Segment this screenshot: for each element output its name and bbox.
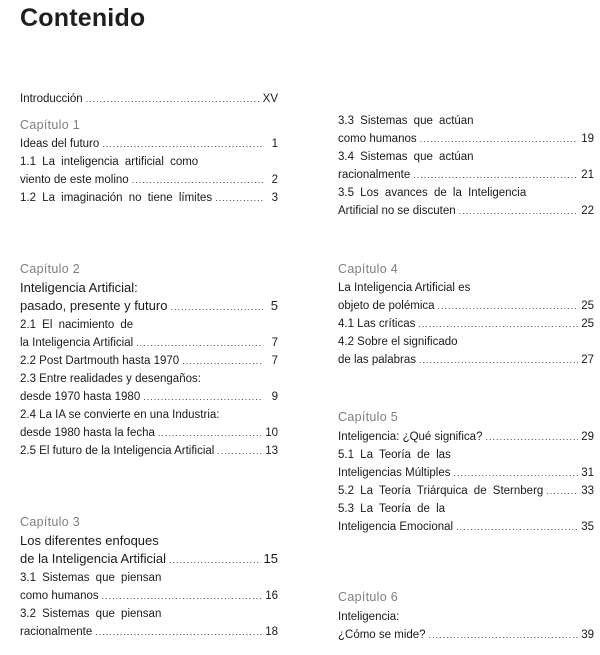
toc-entry-page: 5 xyxy=(270,298,278,313)
dot-leader xyxy=(454,466,579,480)
toc-entry[interactable] xyxy=(20,354,278,368)
toc-entry-label: 2.2 Post Dartmouth hasta 1970 xyxy=(20,355,180,367)
toc-entry[interactable] xyxy=(338,430,594,444)
dot-leader xyxy=(95,625,262,639)
toc-entry-page: 2 xyxy=(271,174,278,186)
dot-leader xyxy=(459,204,579,218)
toc-entry[interactable] xyxy=(338,353,594,367)
toc-entry-label: 3.4 Sistemas que actúan xyxy=(338,151,474,163)
chapter-heading: Capítulo 1 xyxy=(20,118,80,132)
toc-entry-label: 2.3 Entre realidades y desengaños: xyxy=(20,373,201,385)
chapter-title: pasado, presente y futuro xyxy=(20,298,168,313)
toc-entry-label: 5.2 La Teoría Triárquica de Sternberg xyxy=(338,485,544,497)
dot-leader xyxy=(182,354,263,368)
toc-entry-label: racionalmente xyxy=(338,169,411,181)
dot-leader xyxy=(102,589,263,603)
toc-entry-label: 3.5 Los avances de la Inteligencia xyxy=(338,187,527,199)
dot-leader xyxy=(143,390,263,404)
dot-leader xyxy=(102,137,263,151)
toc-entry[interactable] xyxy=(20,426,278,440)
toc-entry[interactable] xyxy=(20,390,278,404)
toc-entry[interactable] xyxy=(338,299,594,313)
chapter-title: ¿Cómo se mide? xyxy=(338,629,426,641)
dot-leader xyxy=(438,299,579,313)
dot-leader xyxy=(86,92,260,106)
toc-entry-label: de las palabras xyxy=(338,354,416,366)
toc-entry[interactable] xyxy=(20,173,278,187)
dot-leader xyxy=(418,317,578,331)
toc-entry-label: 2.1 El nacimiento de xyxy=(20,319,134,331)
toc-entry-label: Introducción xyxy=(20,93,83,105)
toc-entry[interactable] xyxy=(338,317,594,331)
toc-entry-page: 7 xyxy=(271,355,278,367)
toc-entry-intro[interactable] xyxy=(20,92,278,106)
toc-entry-label: la Inteligencia Artificial xyxy=(20,337,134,349)
dot-leader xyxy=(429,628,579,642)
chapter-title: de la Inteligencia Artificial xyxy=(20,551,166,566)
dot-leader xyxy=(419,353,578,367)
toc-entry-page: 7 xyxy=(271,337,278,349)
toc-entry[interactable] xyxy=(20,191,278,205)
chapter-title: Inteligencia Artificial: xyxy=(20,280,138,295)
toc-entry-label: 3.3 Sistemas que actúan xyxy=(338,115,474,127)
toc-entry-page: 21 xyxy=(581,169,594,181)
toc-entry-label: 4.2 Sobre el significado xyxy=(338,336,458,348)
toc-entry-page: 18 xyxy=(265,626,278,638)
chapter-heading: Capítulo 4 xyxy=(338,262,398,276)
dot-leader xyxy=(170,300,263,314)
toc-entry[interactable] xyxy=(338,628,594,642)
chapter-title: La Inteligencia Artificial es xyxy=(338,282,471,294)
toc-entry-label: 1.2 La imaginación no tiene límites xyxy=(20,192,213,204)
toc-entry-label: 3.2 Sistemas que piensan xyxy=(20,608,162,620)
toc-entry-label: como humanos xyxy=(20,590,99,602)
dot-leader xyxy=(136,336,263,350)
dot-leader xyxy=(546,484,578,498)
toc-entry[interactable] xyxy=(338,204,594,218)
toc-entry[interactable] xyxy=(338,132,594,146)
toc-entry[interactable] xyxy=(20,625,278,639)
toc-entry[interactable] xyxy=(20,444,278,458)
chapter-heading: Capítulo 6 xyxy=(338,590,398,604)
dot-leader xyxy=(413,168,578,182)
toc-entry-page: 31 xyxy=(581,467,594,479)
toc-entry-page: 15 xyxy=(263,551,278,566)
toc-entry-page: 19 xyxy=(581,133,594,145)
toc-entry-page: 27 xyxy=(581,354,594,366)
toc-entry-label: 5.1 La Teoría de las xyxy=(338,449,451,461)
toc-entry[interactable] xyxy=(20,336,278,350)
toc-entry-label: Artificial no se discuten xyxy=(338,205,456,217)
toc-entry-label: 2.4 La IA se convierte en una Industria: xyxy=(20,409,220,421)
toc-entry-label: viento de este molino xyxy=(20,174,129,186)
toc-entry-page: 33 xyxy=(581,485,594,497)
chapter-title: objeto de polémica xyxy=(338,300,435,312)
toc-entry-label: Inteligencia Emocional xyxy=(338,521,454,533)
chapter-heading: Capítulo 5 xyxy=(338,410,398,424)
toc-entry-page: 3 xyxy=(271,192,278,204)
toc-entry-label: desde 1980 hasta la fecha xyxy=(20,427,155,439)
toc-entry-label: como humanos xyxy=(338,133,417,145)
toc-entry[interactable] xyxy=(20,299,278,314)
toc-entry-label: 4.1 Las críticas xyxy=(338,318,416,330)
toc-entry-label: racionalmente xyxy=(20,626,93,638)
toc-entry-label: Ideas del futuro xyxy=(20,138,100,150)
toc-entry-label: 2.5 El futuro de la Inteligencia Artificial xyxy=(20,445,215,457)
toc-entry-page: 25 xyxy=(581,300,594,312)
toc-entry[interactable] xyxy=(20,137,278,151)
dot-leader xyxy=(169,553,261,567)
chapter-heading: Capítulo 3 xyxy=(20,515,80,529)
dot-leader xyxy=(217,444,262,458)
toc-entry-page: XV xyxy=(262,93,278,105)
chapter-title: Inteligencia: xyxy=(338,611,400,623)
chapter-title: Los diferentes enfoques xyxy=(20,533,159,548)
dot-leader xyxy=(215,191,263,205)
toc-entry[interactable] xyxy=(338,168,594,182)
toc-entry-page: 22 xyxy=(581,205,594,217)
toc-entry-page: 9 xyxy=(271,391,278,403)
toc-entry-page: 39 xyxy=(581,629,594,641)
page-title: Contenido xyxy=(20,4,146,32)
toc-entry-label: desde 1970 hasta 1980 xyxy=(20,391,141,403)
chapter-heading: Capítulo 2 xyxy=(20,262,80,276)
toc-entry[interactable] xyxy=(338,484,594,498)
dot-leader xyxy=(132,173,263,187)
toc-entry-page: 13 xyxy=(265,445,278,457)
toc-entry-page: 1 xyxy=(271,138,278,150)
toc-entry-label: 5.3 La Teoría de la xyxy=(338,503,446,515)
toc-entry[interactable] xyxy=(338,466,594,480)
toc-entry-label: 3.1 Sistemas que piensan xyxy=(20,572,162,584)
dot-leader xyxy=(485,430,578,444)
toc-entry-page: 10 xyxy=(265,427,278,439)
dot-leader xyxy=(420,132,579,146)
dot-leader xyxy=(456,520,578,534)
toc-entry-page: 25 xyxy=(581,318,594,330)
toc-entry[interactable] xyxy=(338,520,594,534)
toc-entry[interactable] xyxy=(20,589,278,603)
chapter-title: Inteligencia: ¿Qué significa? xyxy=(338,431,483,443)
toc-entry-page: 16 xyxy=(265,590,278,602)
dot-leader xyxy=(158,426,262,440)
toc-entry-label: Inteligencias Múltiples xyxy=(338,467,451,479)
toc-entry-label: 1.1 La inteligencia artificial como xyxy=(20,156,199,168)
toc-entry[interactable] xyxy=(20,552,278,567)
toc-entry-page: 35 xyxy=(581,521,594,533)
toc-entry-page: 29 xyxy=(581,431,594,443)
